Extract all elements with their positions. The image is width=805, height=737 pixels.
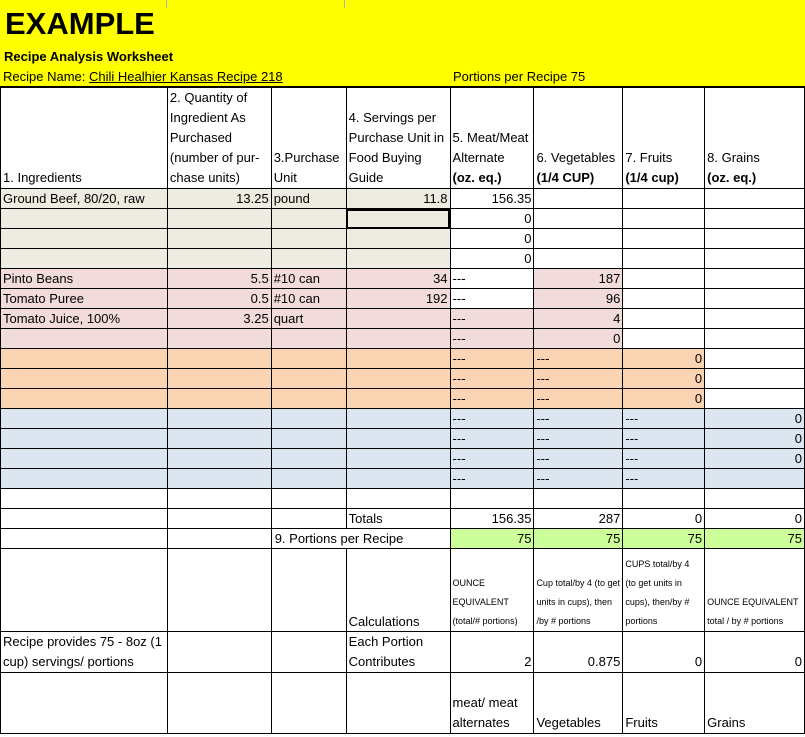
veg-cell[interactable]: 187 bbox=[534, 269, 623, 289]
contrib-fruit[interactable]: 0 bbox=[623, 632, 705, 673]
table-row bbox=[1, 409, 805, 429]
fruit-cell[interactable]: 0 bbox=[623, 389, 705, 409]
header-row bbox=[1, 88, 805, 189]
servings-cell[interactable]: 192 bbox=[346, 289, 450, 309]
meat-cell[interactable]: 156.35 bbox=[450, 189, 534, 209]
total-veg[interactable]: 287 bbox=[534, 509, 623, 529]
ingredient-cell[interactable]: Tomato Juice, 100% bbox=[1, 309, 168, 329]
grain-cell[interactable] bbox=[705, 469, 805, 489]
header-grains: 8. Grains (oz. eq.) bbox=[705, 88, 805, 189]
quantity-cell[interactable] bbox=[167, 229, 271, 249]
grain-calc-note: OUNCE EQUIVALENT total / by # portions bbox=[705, 549, 805, 632]
each-portion-label: Each Portion Contributes bbox=[346, 632, 450, 673]
veg-calc-note: Cup total/by 4 (to get units in cups), then /by # portions bbox=[534, 549, 623, 632]
title-banner bbox=[0, 0, 805, 87]
meat-cell[interactable]: --- bbox=[450, 289, 534, 309]
veg-cell[interactable]: --- bbox=[534, 449, 623, 469]
ingredient-cell[interactable]: Tomato Puree bbox=[1, 289, 168, 309]
unit-cell[interactable]: quart bbox=[271, 309, 346, 329]
header-fruits: 7. Fruits (1/4 cup) bbox=[623, 88, 705, 189]
header-meat: 5. Meat/Meat Alternate (oz. eq.) bbox=[450, 88, 534, 189]
meat-cell[interactable]: --- bbox=[450, 389, 534, 409]
meat-calc-note: OUNCE EQUIVALENT (total/# portions) bbox=[450, 549, 534, 632]
contrib-veg[interactable]: 0.875 bbox=[534, 632, 623, 673]
table-row bbox=[1, 289, 805, 309]
servings-cell[interactable]: 11.8 bbox=[346, 189, 450, 209]
recipe-name-line bbox=[3, 69, 283, 84]
meat-cell[interactable]: --- bbox=[450, 469, 534, 489]
veg-cell[interactable]: --- bbox=[534, 389, 623, 409]
meat-cell[interactable]: --- bbox=[450, 449, 534, 469]
recipe-name-value[interactable]: Chili Healhier Kansas Recipe 218 bbox=[88, 69, 283, 84]
meat-cell[interactable]: 0 bbox=[450, 249, 534, 269]
table-row bbox=[1, 429, 805, 449]
ingredient-cell[interactable]: Ground Beef, 80/20, raw bbox=[1, 189, 168, 209]
ingredient-cell[interactable] bbox=[1, 329, 168, 349]
servings-cell[interactable] bbox=[346, 329, 450, 349]
page-title: EXAMPLE bbox=[5, 6, 155, 41]
servings-cell[interactable] bbox=[346, 229, 450, 249]
table-row bbox=[1, 189, 805, 209]
table-row bbox=[1, 389, 805, 409]
meat-cell[interactable]: --- bbox=[450, 329, 534, 349]
table-row bbox=[1, 309, 805, 329]
table-row bbox=[1, 209, 805, 229]
footer-row bbox=[1, 673, 805, 734]
header-ingredients: 1. Ingredients bbox=[1, 88, 168, 189]
footer-fruit: Fruits bbox=[623, 673, 705, 734]
quantity-cell[interactable]: 5.5 bbox=[167, 269, 271, 289]
veg-cell[interactable]: 96 bbox=[534, 289, 623, 309]
ingredient-cell[interactable]: Pinto Beans bbox=[1, 269, 168, 289]
servings-cell[interactable]: 34 bbox=[346, 269, 450, 289]
footer-grain: Grains bbox=[705, 673, 805, 734]
portions-per-recipe-label: 9. Portions per Recipe bbox=[271, 529, 450, 549]
table-row bbox=[1, 349, 805, 369]
meat-cell[interactable]: --- bbox=[450, 269, 534, 289]
recipe-name-label: Recipe Name: bbox=[3, 69, 89, 84]
portions-label: Portions per Recipe 75 bbox=[453, 69, 586, 84]
header-servings: 4. Servings per Purchase Unit in Food Buying Guide bbox=[346, 88, 450, 189]
quantity-cell[interactable] bbox=[167, 249, 271, 269]
quantity-cell[interactable]: 0.5 bbox=[167, 289, 271, 309]
header-purchase-unit: 3.Purchase Unit bbox=[271, 88, 346, 189]
meat-cell[interactable]: --- bbox=[450, 349, 534, 369]
fruit-cell[interactable]: --- bbox=[623, 429, 705, 449]
contributes-row bbox=[1, 632, 805, 673]
footer-veg: Vegetables bbox=[534, 673, 623, 734]
veg-cell[interactable]: --- bbox=[534, 349, 623, 369]
portions-row bbox=[1, 529, 805, 549]
unit-cell[interactable] bbox=[271, 209, 346, 229]
totals-row bbox=[1, 509, 805, 529]
table-row bbox=[1, 469, 805, 489]
meat-cell[interactable]: 0 bbox=[450, 209, 534, 229]
fruit-cell[interactable]: --- bbox=[623, 449, 705, 469]
meat-cell[interactable]: 0 bbox=[450, 229, 534, 249]
grain-cell[interactable]: 0 bbox=[705, 429, 805, 449]
fruit-calc-note: CUPS total/by 4 (to get units in cups), then/by # portions bbox=[623, 549, 705, 632]
meat-cell[interactable]: --- bbox=[450, 409, 534, 429]
contrib-meat[interactable]: 2 bbox=[450, 632, 534, 673]
meat-cell[interactable]: --- bbox=[450, 429, 534, 449]
recipe-provides-note[interactable]: Recipe provides 75 - 8oz (1 cup) servings/ portions bbox=[1, 632, 168, 673]
total-fruit[interactable]: 0 bbox=[623, 509, 705, 529]
footer-meat: meat/ meat alternates bbox=[450, 673, 534, 734]
ingredient-cell[interactable] bbox=[1, 249, 168, 269]
fruit-cell[interactable]: 0 bbox=[623, 349, 705, 369]
fruit-cell[interactable]: 0 bbox=[623, 369, 705, 389]
quantity-cell[interactable] bbox=[167, 209, 271, 229]
veg-cell[interactable]: 0 bbox=[534, 329, 623, 349]
unit-cell[interactable]: pound bbox=[271, 189, 346, 209]
table-row bbox=[1, 229, 805, 249]
meat-cell[interactable]: --- bbox=[450, 369, 534, 389]
veg-cell[interactable]: 4 bbox=[534, 309, 623, 329]
table-row bbox=[1, 329, 805, 349]
grain-cell[interactable]: 0 bbox=[705, 449, 805, 469]
table-row bbox=[1, 269, 805, 289]
analysis-table bbox=[0, 87, 805, 734]
header-quantity: 2. Quantity of Ingredient As Purchased (number of pur-chase units) bbox=[167, 88, 271, 189]
table-row bbox=[1, 369, 805, 389]
portions-grain[interactable]: 75 bbox=[705, 529, 805, 549]
calculations-label: Calculations bbox=[346, 549, 450, 632]
veg-cell[interactable]: --- bbox=[534, 429, 623, 449]
unit-cell[interactable]: #10 can bbox=[271, 289, 346, 309]
portions-fruit[interactable]: 75 bbox=[623, 529, 705, 549]
veg-cell[interactable]: --- bbox=[534, 369, 623, 389]
unit-cell[interactable] bbox=[271, 229, 346, 249]
portions-meat[interactable]: 75 bbox=[450, 529, 534, 549]
header-vegetables: 6. Vegetables (1/4 CUP) bbox=[534, 88, 623, 189]
worksheet-subtitle: Recipe Analysis Worksheet bbox=[4, 49, 174, 64]
servings-cell[interactable] bbox=[346, 309, 450, 329]
selected-cell[interactable] bbox=[346, 209, 450, 229]
totals-label: Totals bbox=[346, 509, 450, 529]
total-meat[interactable]: 156.35 bbox=[450, 509, 534, 529]
table-row bbox=[1, 449, 805, 469]
ingredient-cell[interactable] bbox=[1, 209, 168, 229]
unit-cell[interactable]: #10 can bbox=[271, 269, 346, 289]
veg-cell[interactable]: --- bbox=[534, 469, 623, 489]
portions-veg[interactable]: 75 bbox=[534, 529, 623, 549]
unit-cell[interactable] bbox=[271, 249, 346, 269]
contrib-grain[interactable]: 0 bbox=[705, 632, 805, 673]
quantity-cell[interactable] bbox=[167, 329, 271, 349]
fruit-cell[interactable]: --- bbox=[623, 409, 705, 429]
spacer-row bbox=[1, 489, 805, 509]
servings-cell[interactable] bbox=[346, 249, 450, 269]
grain-cell[interactable]: 0 bbox=[705, 409, 805, 429]
table-row bbox=[1, 249, 805, 269]
quantity-cell[interactable]: 13.25 bbox=[167, 189, 271, 209]
total-grain[interactable]: 0 bbox=[705, 509, 805, 529]
meat-cell[interactable]: --- bbox=[450, 309, 534, 329]
quantity-cell[interactable]: 3.25 bbox=[167, 309, 271, 329]
ingredient-cell[interactable] bbox=[1, 229, 168, 249]
fruit-cell[interactable]: --- bbox=[623, 469, 705, 489]
unit-cell[interactable] bbox=[271, 329, 346, 349]
veg-cell[interactable]: --- bbox=[534, 409, 623, 429]
calculations-row bbox=[1, 549, 805, 632]
